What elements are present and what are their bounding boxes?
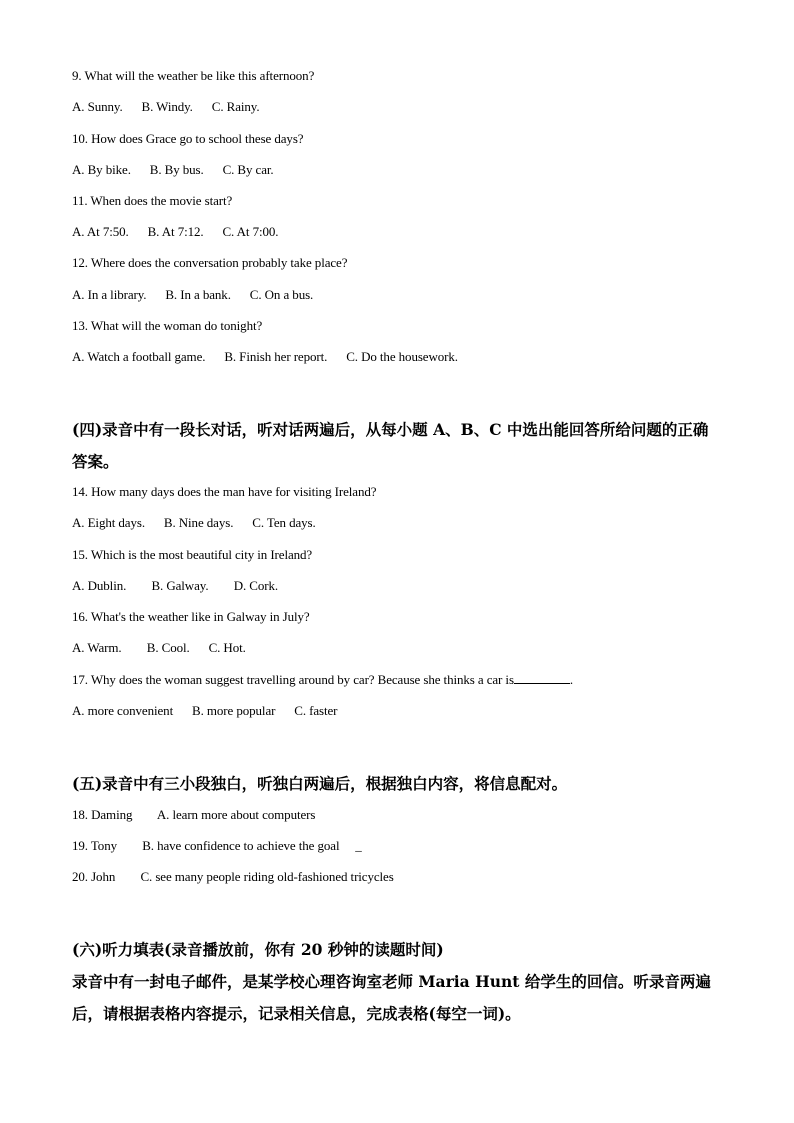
option-c: C. faster <box>294 703 338 718</box>
match-row-18 <box>72 807 315 823</box>
option-a: A. more convenient <box>72 703 174 718</box>
question-17-options <box>72 703 337 719</box>
option-a: A. In a library. <box>72 287 147 302</box>
option-b: B. more popular <box>192 703 276 718</box>
option-b: B. In a bank. <box>165 287 231 302</box>
option-c: C. On a bus. <box>249 287 314 302</box>
option-b: B. Galway. <box>151 578 209 593</box>
option-b: B. Cool. <box>146 640 190 655</box>
question-13-options <box>72 349 458 365</box>
option-a: A. Eight days. <box>72 515 145 530</box>
question-15-options <box>72 578 278 594</box>
question-9: 9. What will the weather be like this afternoon? <box>72 68 315 83</box>
question-16: 16. What's the weather like in Galway in July? <box>72 609 310 624</box>
match-tail: _ <box>355 838 362 853</box>
match-option: C. see many people riding old-fashioned tricycles <box>140 869 394 884</box>
option-b: B. At 7:12. <box>147 224 204 239</box>
option-a: A. Watch a football game. <box>72 349 206 364</box>
answer-blank[interactable] <box>514 671 570 684</box>
option-c: C. Ten days. <box>252 515 316 530</box>
question-14-options <box>72 515 316 531</box>
match-row-20 <box>72 869 394 885</box>
option-a: A. At 7:50. <box>72 224 129 239</box>
question-17-end: . <box>569 672 574 687</box>
question-11-options <box>72 224 278 240</box>
question-16-options <box>72 640 246 656</box>
question-13: 13. What will the woman do tonight? <box>72 318 263 333</box>
option-c: C. Do the housework. <box>346 349 458 364</box>
option-a: A. Sunny. <box>72 99 123 114</box>
option-b: B. By bus. <box>149 162 204 177</box>
option-b: B. Finish her report. <box>224 349 328 364</box>
question-17 <box>72 671 573 688</box>
match-option: A. learn more about computers <box>156 807 316 822</box>
option-c: C. Rainy. <box>211 99 260 114</box>
question-14: 14. How many days does the man have for visiting Ireland? <box>72 484 377 499</box>
option-a: A. By bike. <box>72 162 131 177</box>
question-17-text: 17. Why does the woman suggest travelling around by car? Because she thinks a car is <box>72 672 514 687</box>
option-c: C. Hot. <box>208 640 246 655</box>
option-c: C. At 7:00. <box>222 224 279 239</box>
option-a: A. Warm. <box>72 640 122 655</box>
option-b: B. Nine days. <box>163 515 234 530</box>
question-11: 11. When does the movie start? <box>72 193 233 208</box>
question-9-options <box>72 99 259 115</box>
section-6-heading: (六)听力填表(录音播放前，你有 20 秒钟的读题时间) <box>72 940 444 959</box>
match-name: 19. Tony <box>72 838 117 853</box>
option-d: D. Cork. <box>233 578 279 593</box>
option-a: A. Dublin. <box>72 578 127 593</box>
section-4-heading: (四)录音中有一段长对话，听对话两遍后，从每小题 A、B、C 中选出能回答所给问题的正确答案。 <box>72 420 709 471</box>
question-12-options <box>72 287 313 303</box>
match-option: B. have confidence to achieve the goal <box>142 838 340 853</box>
question-12: 12. Where does the conversation probably take place? <box>72 255 348 270</box>
option-b: B. Windy. <box>141 99 193 114</box>
match-row-19 <box>72 838 362 854</box>
question-15: 15. Which is the most beautiful city in Ireland? <box>72 547 313 562</box>
match-name: 18. Daming <box>72 807 133 822</box>
match-name: 20. John <box>72 869 116 884</box>
option-c: C. By car. <box>222 162 274 177</box>
question-10: 10. How does Grace go to school these days? <box>72 131 304 146</box>
section-6-instruction: 录音中有一封电子邮件，是某学校心理咨询室老师 Maria Hunt 给学生的回信。听录音两遍后，请根据表格内容提示，记录相关信息，完成表格(每空一词)。 <box>72 972 711 1023</box>
section-5-heading: (五)录音中有三小段独白，听独白两遍后，根据独白内容，将信息配对。 <box>72 774 568 793</box>
question-10-options <box>72 162 274 178</box>
